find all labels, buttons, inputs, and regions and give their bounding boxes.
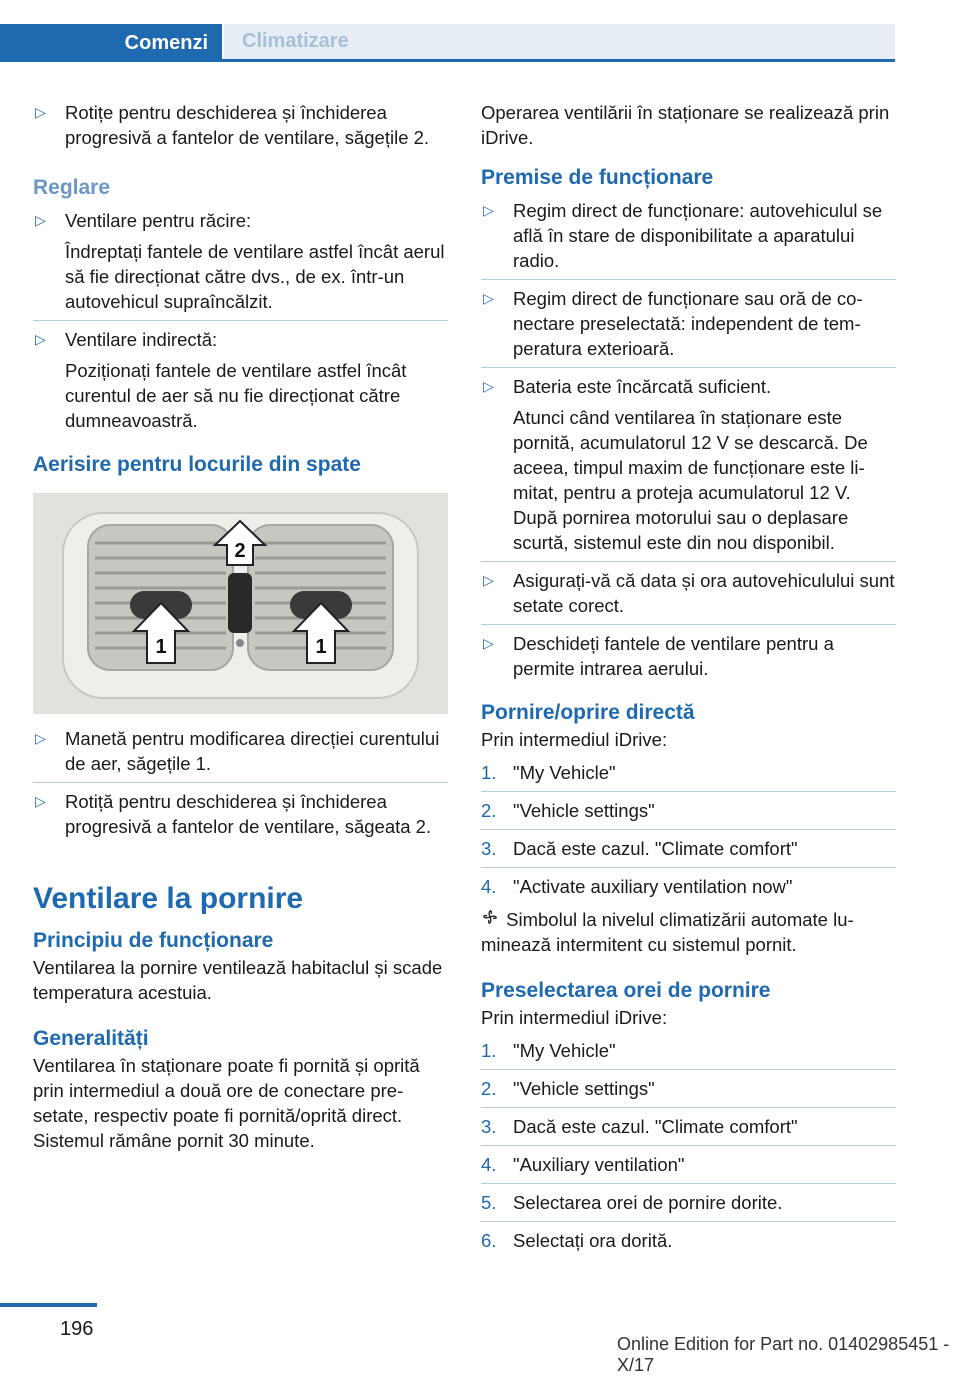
tab-climatizare[interactable]: Climatizare xyxy=(224,24,895,59)
triangle-bullet-icon: ▷ xyxy=(35,331,46,347)
step-text: Dacă este cazul. "Climate comfort" xyxy=(513,1116,798,1137)
list-item xyxy=(481,1114,896,1139)
figure-label-2: 2 xyxy=(234,540,246,562)
triangle-bullet-icon: ▷ xyxy=(483,572,494,588)
step-text: "Auxiliary ventilation" xyxy=(513,1154,685,1175)
list-item xyxy=(33,208,448,314)
right-column xyxy=(481,100,896,1253)
list-item xyxy=(481,760,896,785)
triangle-bullet-icon: ▷ xyxy=(483,290,494,306)
edition-note: Online Edition for Part no. 01402985451 - X/17 xyxy=(617,1334,950,1375)
bullet-text: Atunci când ventilarea în staționare este pornită, acumulatorul 12 V se descarcă. De aceea, timpul maxim de funcționare este limitat, pentru a proteja acumulatorul 12 V. După pornirea motorului sau o deplasare scurtă, sistemul este din nou disponibil. xyxy=(513,407,868,553)
triangle-bullet-icon: ▷ xyxy=(483,635,494,651)
bullet-text: Rotiță pentru deschiderea și închiderea progresivă a fantelor de ventilare, săgeata 2. xyxy=(65,791,432,837)
divider xyxy=(33,320,448,321)
heading-principiu: Principiu de funcționare xyxy=(33,929,274,952)
divider xyxy=(481,1145,896,1146)
list-item xyxy=(33,789,448,839)
step-text: "My Vehicle" xyxy=(513,762,616,783)
step-text: Dacă este cazul. "Climate comfort" xyxy=(513,838,798,859)
divider xyxy=(481,1183,896,1184)
list-item xyxy=(481,374,896,555)
divider xyxy=(481,624,896,625)
step-number: 4. xyxy=(481,1154,497,1175)
list-item xyxy=(481,836,896,861)
heading-preselectare: Preselectarea orei de pornire xyxy=(481,979,771,1002)
rear-vents-figure xyxy=(33,493,448,714)
list-item xyxy=(481,631,896,681)
left-column xyxy=(33,100,448,1153)
step-number: 2. xyxy=(481,800,497,821)
step-text: "My Vehicle" xyxy=(513,1040,616,1061)
intro-text: Operarea ventilării în staționare se realizează prin iDrive. xyxy=(481,102,890,148)
list-item xyxy=(481,1038,896,1063)
step-number: 3. xyxy=(481,838,497,859)
divider xyxy=(481,367,896,368)
heading-generalitati: Generalități xyxy=(33,1027,149,1050)
heading-pornire-directa: Pornire/oprire directă xyxy=(481,701,695,724)
bullet-text: Asigurați-vă că data și ora autovehiculului sunt setate corect. xyxy=(513,570,895,616)
step-number: 4. xyxy=(481,876,497,897)
generalitati-text: Ventilarea în staționare poate fi pornită și oprită prin intermediul a două ore de conectare presetate, respectiv poate fi pornită/oprită direct. Sistemul rămâne pornit 30 minute. xyxy=(33,1055,420,1151)
bullet-text: Rotițe pentru deschiderea și închiderea progresivă a fantelor de ventilare, săgețile 2. xyxy=(65,102,430,148)
heading-premise: Premise de funcționare xyxy=(481,166,714,189)
symbol-note xyxy=(481,907,896,957)
list-item xyxy=(481,798,896,823)
bullet-text: Îndreptați fantele de ventilare astfel încât aerul să fie direcționat către dvs., de ex. într-un autovehicul supraîncălzit. xyxy=(65,241,445,312)
page-number: 196 xyxy=(60,1318,94,1340)
bullet-title: Bateria este încărcată suficient. xyxy=(513,376,772,397)
tab-underline xyxy=(0,59,895,62)
triangle-bullet-icon: ▷ xyxy=(35,104,46,120)
divider xyxy=(481,791,896,792)
divider xyxy=(33,782,448,783)
via-idrive-1: Prin intermediul iDrive: xyxy=(481,729,668,750)
list-item xyxy=(481,198,896,273)
chapter-tabs xyxy=(0,24,895,62)
divider xyxy=(481,1069,896,1070)
divider xyxy=(481,561,896,562)
triangle-bullet-icon: ▷ xyxy=(35,793,46,809)
list-item xyxy=(481,1228,896,1253)
fan-icon xyxy=(481,907,501,932)
rear-vents-illustration xyxy=(33,493,448,714)
step-text: "Vehicle settings" xyxy=(513,800,655,821)
heading-aerisire: Aerisire pentru locurile din spate xyxy=(33,453,361,476)
step-text: Selectați ora dorită. xyxy=(513,1230,673,1251)
bullet-title: Ventilare indirectă: xyxy=(65,329,218,350)
divider xyxy=(481,829,896,830)
step-text: Selectarea orei de pornire dorite. xyxy=(513,1192,783,1213)
principiu-text: Ventilarea la pornire ventilează habitaclul și scade temperatura acestuia. xyxy=(33,957,443,1003)
step-number: 2. xyxy=(481,1078,497,1099)
step-number: 6. xyxy=(481,1230,497,1251)
list-item xyxy=(33,100,448,150)
list-item xyxy=(481,1152,896,1177)
triangle-bullet-icon: ▷ xyxy=(483,378,494,394)
divider xyxy=(481,1221,896,1222)
divider xyxy=(481,279,896,280)
triangle-bullet-icon: ▷ xyxy=(35,212,46,228)
bullet-text: Poziționați fantele de ventilare astfel încât curentul de aer să nu fie direcționat către dumneavoastră. xyxy=(65,360,407,431)
divider xyxy=(481,1107,896,1108)
step-text: "Vehicle settings" xyxy=(513,1078,655,1099)
step-text: "Activate auxiliary ventilation now" xyxy=(513,876,793,897)
heading-ventilare-la-pornire: Ventilare la pornire xyxy=(33,882,304,915)
list-item xyxy=(481,286,896,361)
bullet-text: Regim direct de funcționare: autovehiculul se află în stare de disponibilitate a aparatului radio. xyxy=(513,200,883,271)
list-item xyxy=(481,1190,896,1215)
bullet-text: Regim direct de funcționare sau oră de conectare preselectată: independent de temperatura exterioară. xyxy=(513,288,863,359)
bullet-text: Manetă pentru modificarea direcției curentului de aer, săgețile 1. xyxy=(65,728,440,774)
figure-label-1-right: 1 xyxy=(315,636,327,658)
step-number: 1. xyxy=(481,1040,497,1061)
bullet-title: Ventilare pentru răcire: xyxy=(65,210,252,231)
list-item xyxy=(481,1076,896,1101)
list-item xyxy=(481,874,896,899)
step-number: 3. xyxy=(481,1116,497,1137)
figure-label-1-left: 1 xyxy=(155,636,167,658)
via-idrive-2: Prin intermediul iDrive: xyxy=(481,1007,668,1028)
step-number: 1. xyxy=(481,762,497,783)
triangle-bullet-icon: ▷ xyxy=(35,730,46,746)
footer-rule xyxy=(0,1303,97,1307)
tab-comenzi[interactable]: Comenzi xyxy=(0,24,222,62)
heading-reglare: Reglare xyxy=(33,176,111,199)
list-item xyxy=(33,327,448,433)
list-item xyxy=(481,568,896,618)
symbol-text: Simbolul la nivelul climatizării automate luminează intermitent cu sistemul pornit. xyxy=(481,909,854,955)
step-number: 5. xyxy=(481,1192,497,1213)
divider xyxy=(481,867,896,868)
triangle-bullet-icon: ▷ xyxy=(483,202,494,218)
list-item xyxy=(33,726,448,776)
bullet-text: Deschideți fantele de ventilare pentru a permite intrarea aerului. xyxy=(513,633,834,679)
